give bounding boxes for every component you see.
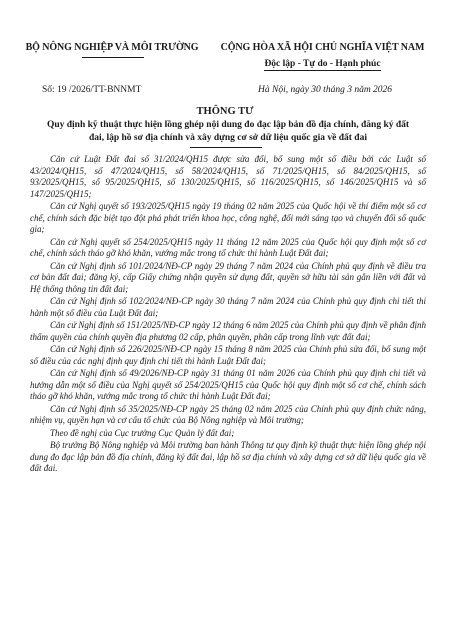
document-subject: Quy định kỹ thuật thực hiện lồng ghép nội dung đo đạc lập bản đồ địa chính, đăng ký đất đai, lập hồ sơ địa chính và xây dựng cơ sở dữ liệu quốc gia về đất đai bbox=[46, 120, 410, 143]
legal-basis-paragraph: Căn cứ Nghị quyết số 193/2025/QH15 ngày 19 tháng 02 năm 2025 của Quốc hội về thí điểm một số cơ chế, chính sách đặc biệt tạo đột phá phát triển khoa học, công nghệ, đổi mới sáng tạo và chuyển đổi số quốc gia; bbox=[30, 201, 426, 235]
subject-underline bbox=[190, 147, 262, 148]
place-and-date: Hà Nội, ngày 30 tháng 3 năm 2026 bbox=[258, 85, 393, 95]
legal-basis-paragraph: Căn cứ Nghị định số 102/2024/NĐ-CP ngày 30 tháng 7 năm 2024 của Chính phủ quy định chi tiết thi hành một số điều của Luật Đất đai; bbox=[30, 296, 426, 318]
legal-basis-paragraph: Căn cứ Nghị quyết số 254/2025/QH15 ngày 11 tháng 12 năm 2025 của Quốc hội quy định một số cơ chế, chính sách tháo gỡ khó khăn, vướng mắc trong tổ chức thi hành Luật Đất đai; bbox=[30, 236, 426, 259]
legal-basis-paragraph: Căn cứ Nghị định số 101/2024/NĐ-CP ngày 29 tháng 7 năm 2024 của Chính phủ quy định về điều tra cơ bản đất đai; đăng ký, cấp Giấy chứng nhận quyền sử dụng đất, quyền sở hữu tài sản gắn liền với đất và Hệ thống thông tin đất đai; bbox=[30, 260, 426, 294]
document-number: Số: 19 /2026/TT-BNNMT bbox=[42, 85, 142, 95]
legal-basis-paragraph: Căn cứ Nghị định số 49/2026/NĐ-CP ngày 31 tháng 01 năm 2026 của Chính phủ quy định chi tiết và hướng dẫn một số điều của Nghị quyết số 254/2025/QH15 của Quốc hội quy định một số cơ chế, chính sách tháo gỡ khó khăn, vướng mắc trong tổ chức thi hành Luật Đất đai; bbox=[30, 368, 426, 402]
issuing-agency-block bbox=[22, 42, 202, 53]
document-body bbox=[30, 154, 426, 476]
national-title-block bbox=[205, 42, 440, 71]
agency-underline bbox=[82, 57, 144, 58]
issuing-agency: BỘ NÔNG NGHIỆP VÀ MÔI TRƯỜNG bbox=[25, 42, 199, 53]
document-type: THÔNG TƯ bbox=[196, 106, 254, 117]
legal-basis-paragraph: Căn cứ Luật Đất đai số 31/2024/QH15 được sửa đổi, bổ sung một số điều bởi các Luật số 43/2024/QH15, số 47/2024/QH15, số 58/2024/QH15, số 71/2025/QH15, số 84/2025/QH15, số 93/2025/QH15, số 95/2025/QH15, số 130/2025/QH15, số 116/2025/QH15, số 146/2025/QH15 và số 147/2025/QH15; bbox=[30, 154, 426, 199]
national-title: CỘNG HÒA XÃ HỘI CHỦ NGHĨA VIỆT NAM bbox=[220, 42, 425, 53]
national-motto: Độc lập - Tự do - Hạnh phúc bbox=[264, 59, 381, 69]
proposal-paragraph: Theo đề nghị của Cục trưởng Cục Quản lý đất đai; bbox=[50, 427, 235, 438]
promulgation-paragraph: Bộ trưởng Bộ Nông nghiệp và Môi trường ban hành Thông tư quy định kỹ thuật thực hiện lồng ghép nội dung đo đạc lập bản đồ địa chính, đăng ký đất đai, lập hồ sơ địa chính và xây dựng cơ sở dữ liệu quốc gia về đất đai. bbox=[30, 440, 426, 474]
legal-basis-paragraph: Căn cứ Nghị định số 226/2025/NĐ-CP ngày 15 tháng 8 năm 2025 của Chính phủ sửa đổi, bổ sung một số điều của các nghị định quy định chi tiết thi hành Luật Đất đai; bbox=[30, 344, 426, 366]
legal-basis-paragraph: Căn cứ Nghị định số 151/2025/NĐ-CP ngày 12 tháng 6 năm 2025 của Chính phủ quy định về phân định thẩm quyền của chính quyền địa phương 02 cấp, phân quyền, phân cấp trong lĩnh vực đất đai; bbox=[30, 320, 426, 342]
legal-basis-paragraph: Căn cứ Nghị định số 35/2025/NĐ-CP ngày 25 tháng 02 năm 2025 của Chính phủ quy định chức năng, nhiệm vụ, quyền hạn và cơ cấu tổ chức của Bộ Nông nghiệp và Môi trường; bbox=[30, 403, 426, 426]
